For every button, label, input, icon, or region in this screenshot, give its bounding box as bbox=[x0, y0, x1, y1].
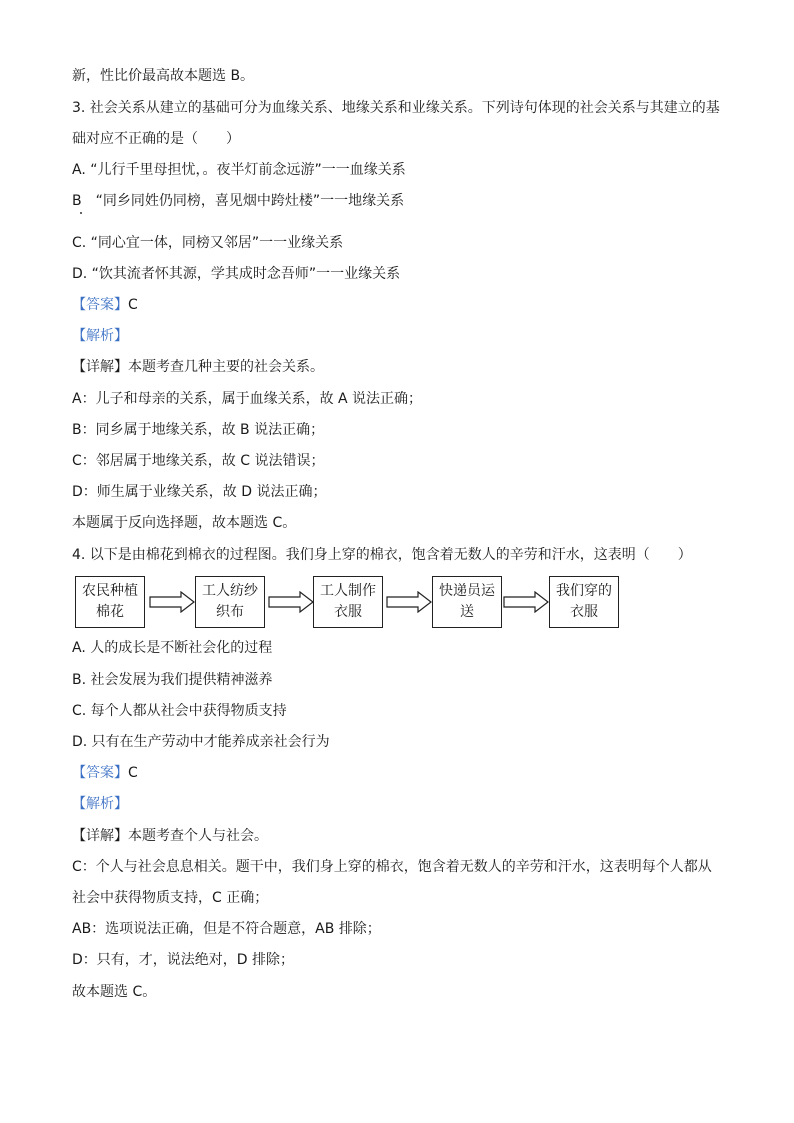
question-4-analysis-label: 【解析】 bbox=[72, 796, 128, 812]
question-4-explanation-d: D：只有，才，说法绝对，D 排除； bbox=[72, 952, 295, 968]
answer-label: 【答案】 bbox=[72, 297, 128, 313]
question-3-analysis-label: 【解析】 bbox=[72, 328, 128, 344]
flow-step-5: 我们穿的衣服 bbox=[549, 576, 619, 628]
arrow-right-icon bbox=[503, 591, 549, 613]
detail-text: 本题考查几种主要的社会关系。 bbox=[128, 359, 324, 375]
detail-label: 【详解】 bbox=[72, 359, 128, 375]
flow-step-1: 农民种植棉花 bbox=[75, 576, 145, 628]
arrow-right-icon bbox=[268, 591, 314, 613]
question-4-option-c: C. 每个人都从社会中获得物质支持 bbox=[72, 703, 287, 719]
flow-step-2: 工人纺纱织布 bbox=[195, 576, 265, 628]
arrow-right-icon bbox=[386, 591, 432, 613]
question-3-option-c: C. “同心宜一体，同榜又邻居”一一业缘关系 bbox=[72, 235, 344, 251]
question-4-conclusion: 故本题选 C。 bbox=[72, 984, 157, 1000]
question-3-option-b: B “同乡同姓仍同榜，喜见烟中跨灶楼”一一地缘关系 bbox=[72, 193, 405, 209]
answer-value: C bbox=[128, 297, 138, 313]
question-4-detail bbox=[72, 826, 268, 846]
question-4-explanation-c-continued: 社会中获得物质支持，C 正确； bbox=[72, 890, 269, 906]
question-3-conclusion: 本题属于反向选择题，故本题选 C。 bbox=[72, 515, 297, 531]
question-4-explanation-ab: AB：选项说法正确，但是不符合题意，AB 排除； bbox=[72, 921, 381, 937]
flow-step-3: 工人制作衣服 bbox=[313, 576, 383, 628]
question-4-option-d: D. 只有在生产劳动中才能养成亲社会行为 bbox=[72, 734, 330, 750]
arrow-right-icon bbox=[149, 591, 195, 613]
question-4-option-b: B. 社会发展为我们提供精神滋养 bbox=[72, 672, 273, 688]
detail-text: 本题考查个人与社会。 bbox=[128, 828, 268, 844]
question-3-answer bbox=[72, 295, 138, 315]
question-4-answer bbox=[72, 763, 138, 783]
question-3-detail bbox=[72, 357, 324, 377]
detail-label: 【详解】 bbox=[72, 828, 128, 844]
process-flow-diagram bbox=[75, 576, 621, 630]
question-3-explanation-d: D：师生属于业缘关系，故 D 说法正确； bbox=[72, 484, 327, 500]
text-line: 新，性比价最高故本题选 B。 bbox=[72, 68, 255, 84]
answer-label: 【答案】 bbox=[72, 765, 128, 781]
question-3-stem-continued: 础对应不正确的是（ ） bbox=[72, 131, 240, 147]
stray-dot bbox=[80, 212, 82, 214]
question-4-option-a: A. 人的成长是不断社会化的过程 bbox=[72, 640, 273, 656]
question-3-option-d: D. “饮其流者怀其源，学其成时念吾师”一一业缘关系 bbox=[72, 266, 401, 282]
question-3-option-a: A. “儿行千里母担忧，。夜半灯前念远游”一一血缘关系 bbox=[72, 162, 406, 178]
answer-value: C bbox=[128, 765, 138, 781]
question-4-explanation-c: C：个人与社会息息相关。题干中，我们身上穿的棉衣，饱含着无数人的辛劳和汗水，这表明每个人都从 bbox=[72, 859, 712, 875]
flow-step-4: 快递员运送 bbox=[432, 576, 502, 628]
question-3-explanation-a: A：儿子和母亲的关系，属于血缘关系，故 A 说法正确； bbox=[72, 391, 423, 407]
question-3-explanation-b: B：同乡属于地缘关系，故 B 说法正确； bbox=[72, 422, 325, 438]
question-3-stem: 3. 社会关系从建立的基础可分为血缘关系、地缘关系和业缘关系。下列诗句体现的社会关系与其建立的基 bbox=[72, 100, 720, 116]
question-4-stem: 4. 以下是由棉花到棉衣的过程图。我们身上穿的棉衣，饱含着无数人的辛劳和汗水，这表明（ ） bbox=[72, 547, 692, 563]
question-3-explanation-c: C：邻居属于地缘关系，故 C 说法错误； bbox=[72, 453, 325, 469]
